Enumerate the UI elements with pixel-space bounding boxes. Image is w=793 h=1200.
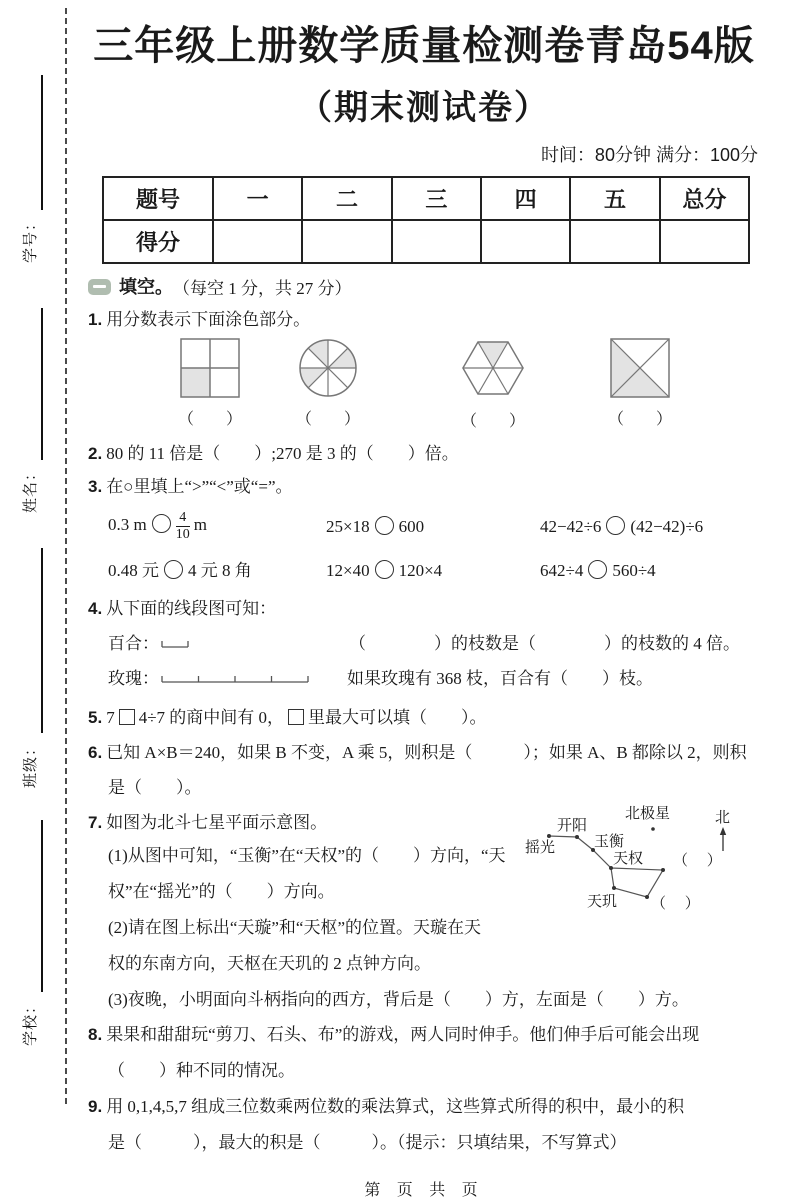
question-7-block: [88, 806, 760, 1012]
compare-left: 0.48 元: [108, 561, 159, 580]
question-5-number: 5.: [88, 708, 103, 727]
compare-right: 600: [398, 516, 425, 536]
comparison-item: [108, 558, 326, 584]
q7-sub2-text2: 权的东南方向，天枢在天玑的 2 点钟方向。: [108, 954, 431, 973]
fraction-figures-row: [88, 336, 760, 432]
diagram-answer-paren: （ ）: [651, 896, 700, 912]
score-table-cell: 二: [302, 177, 391, 220]
compare-left: 42−42÷6: [540, 516, 602, 536]
paper-content: [88, 0, 760, 1200]
section-one-icon: [88, 279, 111, 295]
star-label-tianji: 天玑: [587, 894, 618, 910]
question-7-sub3: [108, 988, 760, 1012]
question-2: [88, 442, 760, 466]
question-6-number: 6.: [88, 743, 103, 762]
question-9-number: 9.: [88, 1097, 103, 1116]
star-label-yaoguang: 摇光: [525, 840, 556, 856]
question-8-text-line2: （ ）种不同的情况。: [108, 1061, 295, 1080]
comparison-grid: [108, 511, 760, 584]
answer-paren: （ ）: [178, 411, 243, 428]
score-table-score-row: [103, 220, 749, 263]
answer-paren: （ ）: [460, 413, 525, 430]
question-7-sub2-line2: [108, 952, 760, 976]
comparison-item: [540, 558, 760, 584]
question-5-text: 里最大可以填（ ）。: [308, 708, 487, 727]
polaris-label: 北极星: [625, 806, 671, 822]
figure-circle-eighths: [296, 338, 360, 429]
figure-square-quarters: [178, 338, 242, 429]
score-blank-cell: [302, 220, 391, 263]
compare-circle-blank: [152, 514, 171, 533]
fold-dashed-line: [65, 8, 67, 1104]
lily-question-text: （ ）的枝数是（ ）的枝数的 4 倍。: [349, 634, 740, 653]
question-6: [88, 741, 760, 765]
star-label-kaiyang: 开阳: [557, 818, 588, 834]
page-title: 三年级上册数学质量检测卷青岛54版: [93, 24, 755, 68]
score-table: [102, 176, 750, 264]
question-9-text-line1: 用 0,1,4,5,7 组成三位数乘两位数的乘法算式，这些算式所得的积中，最小的积: [106, 1097, 685, 1116]
margin-write-line: [41, 308, 43, 460]
q7-sub2-text1: (2)请在图上标出“天璇”和“天枢”的位置。天璇在天: [108, 918, 482, 937]
question-5-text: 4÷7 的商中间有 0，: [138, 708, 285, 727]
question-3-text: 在○里填上“>”“<”或“=”。: [106, 477, 293, 496]
north-label: 北: [715, 810, 731, 826]
question-1-text: 用分数表示下面涂色部分。: [106, 310, 311, 329]
rose-segment-line: [108, 667, 760, 691]
score-table-cell: 五: [570, 177, 659, 220]
square-diagonals-figure: [610, 338, 670, 398]
question-6-text-line1: 已知 A×B＝240，如果 B 不变，A 乘 5，则积是（ ）；如果 A、B 都除以 2，则积: [106, 743, 747, 762]
section-1-note: （每空 1 分，共 27 分）: [173, 279, 352, 298]
comparison-item: [108, 511, 326, 542]
compare-circle-blank: [375, 560, 394, 579]
margin-write-line: [41, 548, 43, 733]
question-9-text-line2: 是（ ），最大的积是（ ）。（提示：只填结果，不写算式）: [108, 1133, 627, 1152]
page-subtitle: （期末测试卷）: [298, 89, 550, 127]
margin-label-school: 学校：: [22, 998, 39, 1047]
compare-right: 120×4: [398, 561, 443, 580]
comparison-item: [540, 514, 760, 540]
rose-segment-diagram: [161, 672, 311, 686]
diagram-answer-paren: （ ）: [673, 853, 722, 869]
compare-left: 0.3 m: [108, 515, 147, 534]
question-4-number: 4.: [88, 599, 103, 618]
figure-hexagon-sixths: [460, 336, 526, 431]
compare-circle-blank: [375, 516, 394, 535]
question-1: [88, 308, 760, 332]
comparison-item: [326, 558, 540, 584]
question-2-text: 80 的 11 倍是（ ）;270 是 3 的（ ）倍。: [106, 444, 459, 463]
square-quarters-figure: [180, 338, 240, 398]
question-1-number: 1.: [88, 310, 103, 329]
margin-write-line: [41, 75, 43, 210]
digit-box-blank: [119, 709, 135, 725]
compare-right: 560÷4: [612, 561, 656, 580]
rose-question-text: 如果玫瑰有 368 枝，百合有（ ）枝。: [347, 669, 653, 688]
compare-left: 25×18: [326, 516, 370, 536]
compare-circle-blank: [164, 560, 183, 579]
question-7-number: 7.: [88, 813, 103, 832]
question-5-text: 7: [106, 708, 115, 727]
margin-label-class: 班级：: [22, 740, 39, 789]
margin-label-student-id: 学号：: [22, 215, 39, 264]
question-9: [88, 1095, 760, 1119]
rose-label: 玫瑰：: [108, 669, 159, 688]
compare-right: 4 元 8 角: [188, 561, 252, 580]
question-4-text: 从下面的线段图可知：: [106, 599, 277, 618]
compare-right: (42−42)÷6: [630, 516, 704, 536]
north-arrow: [720, 827, 726, 835]
score-table-cell: 四: [481, 177, 570, 220]
big-dipper-diagram: [517, 799, 770, 924]
question-8-text-line1: 果果和甜甜玩“剪刀、石头、布”的游戏，两人同时伸手。他们伸手后可能会出现: [106, 1025, 700, 1044]
compare-left: 642÷4: [540, 561, 584, 580]
question-8-number: 8.: [88, 1025, 103, 1044]
star-label-tianquan: 天权: [613, 851, 644, 867]
lily-label: 百合：: [108, 634, 159, 653]
score-table-cell: 题号: [103, 177, 213, 220]
question-7-text: 如图为北斗七星平面示意图。: [106, 813, 328, 832]
score-blank-cell: [570, 220, 659, 263]
q7-sub1-text2: 权”在“摇光”的（ ）方向。: [108, 882, 335, 901]
lily-segment-diagram: [161, 637, 191, 651]
time-score-meta: 时间：80分钟 满分：100分: [540, 145, 758, 165]
question-5: [88, 706, 760, 730]
score-table-cell: 一: [213, 177, 302, 220]
digit-box-blank: [288, 709, 304, 725]
question-8-line2: [108, 1059, 760, 1083]
margin-label-name: 姓名：: [22, 465, 39, 514]
answer-paren: （ ）: [608, 411, 673, 428]
section-1-heading: [88, 274, 760, 299]
question-2-number: 2.: [88, 444, 103, 463]
question-9-line2: [108, 1131, 760, 1155]
question-3: [88, 475, 760, 499]
score-table-cell: 得分: [103, 220, 213, 263]
question-4: [88, 597, 760, 621]
fraction-4-10: $\frac{4}{10}$: [175, 510, 190, 542]
star-label-yuheng: 玉衡: [594, 834, 625, 850]
score-table-cell: 总分: [660, 177, 749, 220]
score-table-header-row: [103, 177, 749, 220]
q7-sub1-text1: (1)从图中可知，“玉衡”在“天权”的（ ）方向，“天: [108, 846, 506, 865]
score-blank-cell: [660, 220, 749, 263]
question-8: [88, 1023, 760, 1047]
figure-square-diagonals: [608, 338, 672, 429]
question-6-text-line2: 是（ ）。: [108, 778, 202, 797]
circle-eighths-figure: [298, 338, 358, 398]
score-blank-cell: [392, 220, 481, 263]
question-3-number: 3.: [88, 477, 103, 496]
hexagon-sixths-figure: [460, 336, 526, 400]
page-footer: 第 页 共 页: [364, 1182, 484, 1199]
question-6-line2: [108, 776, 760, 800]
compare-right: m: [193, 515, 207, 534]
margin-write-line: [41, 820, 43, 992]
score-blank-cell: [481, 220, 570, 263]
q7-sub3-text: (3)夜晚，小明面向斗柄指向的西方，背后是（ ）方，左面是（ ）方。: [108, 990, 689, 1009]
compare-circle-blank: [606, 516, 625, 535]
compare-circle-blank: [588, 560, 607, 579]
score-table-cell: 三: [392, 177, 481, 220]
answer-paren: （ ）: [296, 411, 361, 428]
score-blank-cell: [213, 220, 302, 263]
section-1-title: 填空。: [119, 276, 173, 297]
compare-left: 12×40: [326, 561, 370, 580]
lily-segment-line: [108, 632, 760, 656]
comparison-item: [326, 514, 540, 540]
